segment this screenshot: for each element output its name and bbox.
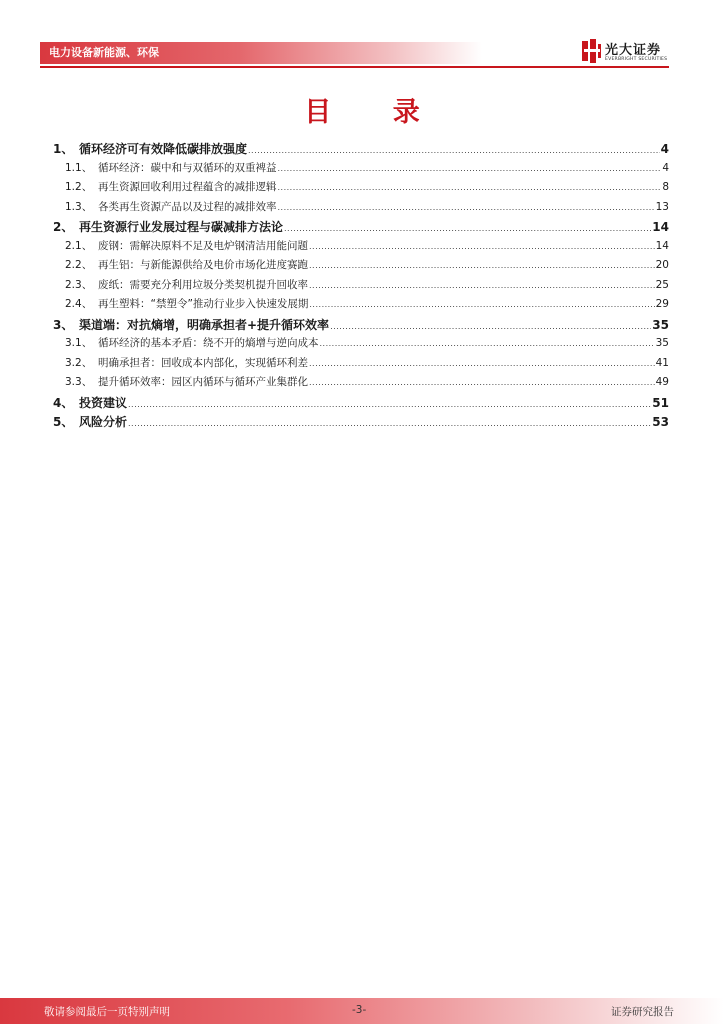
company-logo [580, 38, 680, 66]
toc-entry-page: 14 [652, 220, 669, 234]
toc-leader-dots [309, 281, 655, 290]
logo-subtext: EVERBRIGHT SECURITIES [605, 57, 668, 62]
toc-entry-number: 3、 [53, 317, 74, 332]
toc-entry-title: 循环经济：碳中和与双循环的双重裨益 [98, 161, 277, 174]
toc-entry-title: 循环经济的基本矛盾：绕不开的熵增与逆向成本 [98, 337, 319, 349]
toc-entry-page: 49 [655, 376, 669, 388]
toc-entry-number: 2、 [53, 220, 74, 234]
toc-entry-title: 提升循环效率：园区内循环与循环产业集群化 [98, 376, 308, 388]
page-number: -3- [352, 1004, 367, 1016]
toc-entry-page: 8 [662, 181, 669, 193]
toc-entry-page: 41 [655, 356, 669, 369]
toc-leader-dots [320, 339, 655, 348]
toc-entry-number: 2.1、 [65, 239, 93, 252]
toc-entry-page: 20 [655, 259, 669, 271]
toc-entry-number: 1.3、 [65, 200, 93, 213]
toc-entry-page: 53 [652, 415, 669, 429]
toc-entry-number: 1.2、 [65, 181, 93, 193]
toc-entry-page: 25 [655, 278, 669, 291]
toc-entry-number: 2.3、 [65, 278, 93, 291]
toc-entry-number: 3.3、 [65, 376, 93, 388]
toc-leader-dots [309, 242, 655, 251]
toc-entry-page: 4 [660, 142, 669, 156]
toc-entry-number: 3.2、 [65, 356, 93, 369]
toc-entry-title: 再生资源回收利用过程蕴含的减排逻辑 [98, 181, 277, 193]
toc-leader-dots [128, 400, 651, 409]
toc-entry-number: 4、 [53, 395, 74, 410]
toc-leader-dots [330, 322, 651, 331]
toc-entry-title: 废钢：需解决原料不足及电炉钢清洁用能问题 [98, 239, 308, 252]
toc-entry[interactable] [53, 394, 669, 414]
toc-leader-dots [309, 261, 655, 270]
toc-entry-title: 循环经济可有效降低碳排放强度 [79, 142, 248, 156]
toc-leader-dots [278, 164, 662, 173]
toc-leader-dots [284, 224, 651, 233]
toc-entry[interactable] [53, 296, 669, 316]
toc-entry[interactable] [53, 257, 669, 277]
footer-report-type: 证券研究报告 [611, 1006, 674, 1018]
toc-entry-page: 29 [655, 298, 669, 310]
toc-entry[interactable] [53, 277, 669, 297]
toc-entry-number: 1.1、 [65, 161, 93, 174]
toc-entry[interactable] [53, 179, 669, 199]
section-label: 电力设备新能源、环保 [49, 46, 159, 59]
toc-entry[interactable] [53, 199, 669, 219]
toc-entry[interactable] [53, 160, 669, 180]
toc-entry-title: 再生资源行业发展过程与碳减排方法论 [79, 220, 284, 234]
toc-entry-title: 投资建议 [79, 395, 128, 410]
toc-leader-dots [309, 359, 655, 368]
toc-entry-number: 1、 [53, 142, 74, 156]
toc-entry-title: 再生塑料：“禁塑令”推动行业步入快速发展期 [98, 298, 309, 310]
footer-disclaimer: 敬请参阅最后一页特别声明 [44, 1006, 170, 1018]
toc-entry-title: 风险分析 [79, 415, 128, 429]
toc-entry[interactable] [53, 140, 669, 160]
logo-mark-icon [580, 38, 602, 64]
toc-entry[interactable] [53, 335, 669, 355]
header-divider [40, 66, 669, 68]
toc-entry[interactable] [53, 238, 669, 258]
toc-entry-number: 2.2、 [65, 259, 93, 271]
toc-leader-dots [128, 419, 651, 428]
toc-entry-page: 35 [655, 337, 669, 349]
toc-entry[interactable] [53, 413, 669, 433]
toc-entry-number: 3.1、 [65, 337, 93, 349]
toc-entry-number: 5、 [53, 415, 74, 429]
table-of-contents [53, 140, 669, 433]
toc-entry-page: 13 [655, 200, 669, 213]
toc-entry-title: 再生铝：与新能源供给及电价市场化进度赛跑 [98, 259, 308, 271]
toc-leader-dots [278, 203, 655, 212]
toc-entry-page: 51 [652, 395, 669, 410]
toc-entry-number: 2.4、 [65, 298, 93, 310]
toc-entry-title: 废纸：需要充分利用垃圾分类契机提升回收率 [98, 278, 308, 291]
toc-entry-title: 各类再生资源产品以及过程的减排效率 [98, 200, 277, 213]
toc-entry[interactable] [53, 374, 669, 394]
toc-title: 目 录 [304, 97, 446, 128]
toc-leader-dots [248, 146, 660, 155]
toc-entry[interactable] [53, 316, 669, 336]
logo-text: 光大证券 [605, 43, 662, 58]
toc-entry-page: 35 [652, 317, 669, 332]
toc-leader-dots [309, 378, 655, 387]
toc-entry[interactable] [53, 355, 669, 375]
toc-entry-page: 4 [662, 161, 669, 174]
toc-entry[interactable] [53, 218, 669, 238]
toc-entry-page: 14 [655, 239, 669, 252]
toc-entry-title: 明确承担者：回收成本内部化，实现循环利差 [98, 356, 308, 369]
toc-entry-title: 渠道端：对抗熵增，明确承担者+提升循环效率 [79, 317, 330, 332]
toc-leader-dots [309, 300, 654, 309]
toc-leader-dots [278, 183, 662, 192]
